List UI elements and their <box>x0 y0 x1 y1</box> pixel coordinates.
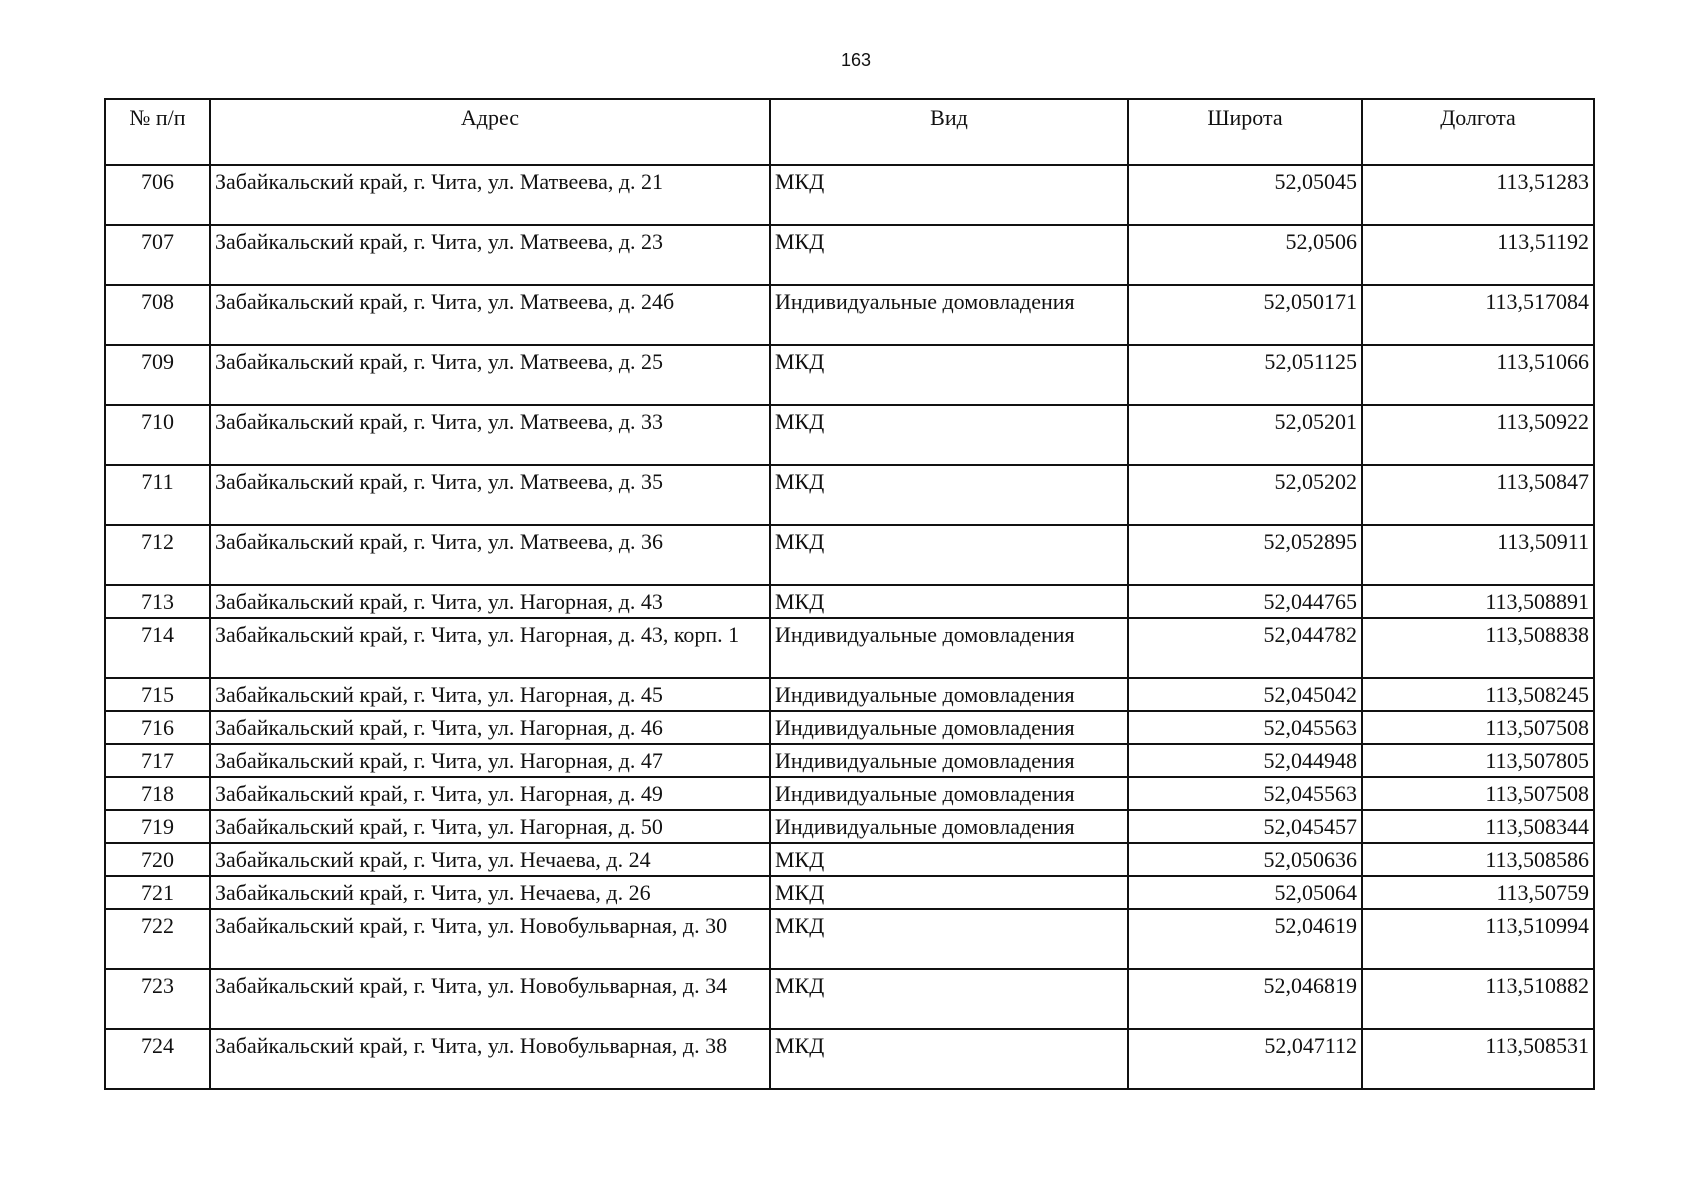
cell-address: Забайкальский край, г. Чита, ул. Матвеева, д. 25 <box>210 345 770 405</box>
cell-longitude: 113,508891 <box>1362 585 1594 618</box>
cell-longitude: 113,51066 <box>1362 345 1594 405</box>
cell-longitude: 113,510882 <box>1362 969 1594 1029</box>
table-row <box>105 285 1594 345</box>
cell-number: 714 <box>105 618 210 678</box>
header-latitude: Широта <box>1128 99 1362 165</box>
cell-address: Забайкальский край, г. Чита, ул. Матвеева, д. 33 <box>210 405 770 465</box>
cell-longitude: 113,50759 <box>1362 876 1594 909</box>
cell-address: Забайкальский край, г. Чита, ул. Нагорная, д. 47 <box>210 744 770 777</box>
cell-latitude: 52,045563 <box>1128 777 1362 810</box>
cell-longitude: 113,507508 <box>1362 777 1594 810</box>
cell-number: 710 <box>105 405 210 465</box>
cell-longitude: 113,507805 <box>1362 744 1594 777</box>
cell-longitude: 113,50847 <box>1362 465 1594 525</box>
cell-longitude: 113,507508 <box>1362 711 1594 744</box>
table-row <box>105 165 1594 225</box>
cell-latitude: 52,044782 <box>1128 618 1362 678</box>
table-row <box>105 777 1594 810</box>
address-coordinates-table <box>104 98 1595 1090</box>
table-row <box>105 909 1594 969</box>
cell-latitude: 52,050171 <box>1128 285 1362 345</box>
cell-number: 722 <box>105 909 210 969</box>
cell-type: МКД <box>770 465 1128 525</box>
cell-address: Забайкальский край, г. Чита, ул. Нагорная, д. 43 <box>210 585 770 618</box>
cell-type: Индивидуальные домовладения <box>770 711 1128 744</box>
cell-latitude: 52,0506 <box>1128 225 1362 285</box>
cell-address: Забайкальский край, г. Чита, ул. Матвеева, д. 35 <box>210 465 770 525</box>
cell-latitude: 52,051125 <box>1128 345 1362 405</box>
cell-latitude: 52,052895 <box>1128 525 1362 585</box>
cell-number: 717 <box>105 744 210 777</box>
table-row <box>105 585 1594 618</box>
cell-latitude: 52,045457 <box>1128 810 1362 843</box>
cell-type: МКД <box>770 165 1128 225</box>
cell-address: Забайкальский край, г. Чита, ул. Нагорная, д. 46 <box>210 711 770 744</box>
table-row <box>105 405 1594 465</box>
table-row <box>105 876 1594 909</box>
cell-number: 724 <box>105 1029 210 1089</box>
cell-address: Забайкальский край, г. Чита, ул. Нагорная, д. 49 <box>210 777 770 810</box>
cell-type: МКД <box>770 969 1128 1029</box>
cell-latitude: 52,05202 <box>1128 465 1362 525</box>
cell-latitude: 52,04619 <box>1128 909 1362 969</box>
table-row <box>105 465 1594 525</box>
cell-number: 719 <box>105 810 210 843</box>
header-number: № п/п <box>105 99 210 165</box>
table-row <box>105 843 1594 876</box>
cell-number: 707 <box>105 225 210 285</box>
cell-address: Забайкальский край, г. Чита, ул. Новобульварная, д. 34 <box>210 969 770 1029</box>
cell-longitude: 113,508344 <box>1362 810 1594 843</box>
header-type: Вид <box>770 99 1128 165</box>
cell-longitude: 113,51283 <box>1362 165 1594 225</box>
table-header-row <box>105 99 1594 165</box>
cell-number: 716 <box>105 711 210 744</box>
cell-type: МКД <box>770 345 1128 405</box>
cell-latitude: 52,044765 <box>1128 585 1362 618</box>
cell-longitude: 113,508586 <box>1362 843 1594 876</box>
table-row <box>105 225 1594 285</box>
cell-latitude: 52,05064 <box>1128 876 1362 909</box>
page-number: 163 <box>840 50 872 70</box>
cell-address: Забайкальский край, г. Чита, ул. Матвеева, д. 23 <box>210 225 770 285</box>
cell-number: 712 <box>105 525 210 585</box>
cell-type: Индивидуальные домовладения <box>770 810 1128 843</box>
cell-number: 718 <box>105 777 210 810</box>
cell-type: МКД <box>770 909 1128 969</box>
cell-latitude: 52,046819 <box>1128 969 1362 1029</box>
cell-number: 711 <box>105 465 210 525</box>
cell-longitude: 113,50922 <box>1362 405 1594 465</box>
table-row <box>105 345 1594 405</box>
cell-longitude: 113,517084 <box>1362 285 1594 345</box>
cell-number: 713 <box>105 585 210 618</box>
table-body <box>105 165 1594 1089</box>
table-row <box>105 744 1594 777</box>
cell-number: 721 <box>105 876 210 909</box>
cell-type: Индивидуальные домовладения <box>770 285 1128 345</box>
header-longitude: Долгота <box>1362 99 1594 165</box>
cell-latitude: 52,044948 <box>1128 744 1362 777</box>
header-address: Адрес <box>210 99 770 165</box>
cell-address: Забайкальский край, г. Чита, ул. Новобульварная, д. 30 <box>210 909 770 969</box>
cell-latitude: 52,050636 <box>1128 843 1362 876</box>
cell-address: Забайкальский край, г. Чита, ул. Нечаева, д. 26 <box>210 876 770 909</box>
table-row <box>105 969 1594 1029</box>
cell-address: Забайкальский край, г. Чита, ул. Новобульварная, д. 38 <box>210 1029 770 1089</box>
cell-type: Индивидуальные домовладения <box>770 618 1128 678</box>
cell-address: Забайкальский край, г. Чита, ул. Нечаева, д. 24 <box>210 843 770 876</box>
cell-number: 715 <box>105 678 210 711</box>
cell-latitude: 52,05045 <box>1128 165 1362 225</box>
cell-type: МКД <box>770 405 1128 465</box>
cell-address: Забайкальский край, г. Чита, ул. Матвеева, д. 36 <box>210 525 770 585</box>
cell-type: МКД <box>770 876 1128 909</box>
cell-address: Забайкальский край, г. Чита, ул. Нагорная, д. 43, корп. 1 <box>210 618 770 678</box>
cell-address: Забайкальский край, г. Чита, ул. Матвеева, д. 24б <box>210 285 770 345</box>
cell-number: 720 <box>105 843 210 876</box>
cell-type: МКД <box>770 585 1128 618</box>
cell-address: Забайкальский край, г. Чита, ул. Нагорная, д. 50 <box>210 810 770 843</box>
cell-longitude: 113,508245 <box>1362 678 1594 711</box>
cell-latitude: 52,045563 <box>1128 711 1362 744</box>
cell-type: МКД <box>770 525 1128 585</box>
table-row <box>105 1029 1594 1089</box>
cell-latitude: 52,047112 <box>1128 1029 1362 1089</box>
table-row <box>105 810 1594 843</box>
cell-longitude: 113,51192 <box>1362 225 1594 285</box>
cell-address: Забайкальский край, г. Чита, ул. Матвеева, д. 21 <box>210 165 770 225</box>
cell-number: 706 <box>105 165 210 225</box>
cell-address: Забайкальский край, г. Чита, ул. Нагорная, д. 45 <box>210 678 770 711</box>
table-row <box>105 618 1594 678</box>
cell-type: МКД <box>770 1029 1128 1089</box>
cell-longitude: 113,508838 <box>1362 618 1594 678</box>
cell-longitude: 113,50911 <box>1362 525 1594 585</box>
cell-type: МКД <box>770 843 1128 876</box>
cell-type: Индивидуальные домовладения <box>770 777 1128 810</box>
cell-type: МКД <box>770 225 1128 285</box>
cell-number: 708 <box>105 285 210 345</box>
cell-type: Индивидуальные домовладения <box>770 678 1128 711</box>
cell-type: Индивидуальные домовладения <box>770 744 1128 777</box>
cell-number: 723 <box>105 969 210 1029</box>
table-row <box>105 678 1594 711</box>
table-row <box>105 711 1594 744</box>
cell-longitude: 113,508531 <box>1362 1029 1594 1089</box>
cell-latitude: 52,045042 <box>1128 678 1362 711</box>
cell-longitude: 113,510994 <box>1362 909 1594 969</box>
cell-number: 709 <box>105 345 210 405</box>
cell-latitude: 52,05201 <box>1128 405 1362 465</box>
table-row <box>105 525 1594 585</box>
